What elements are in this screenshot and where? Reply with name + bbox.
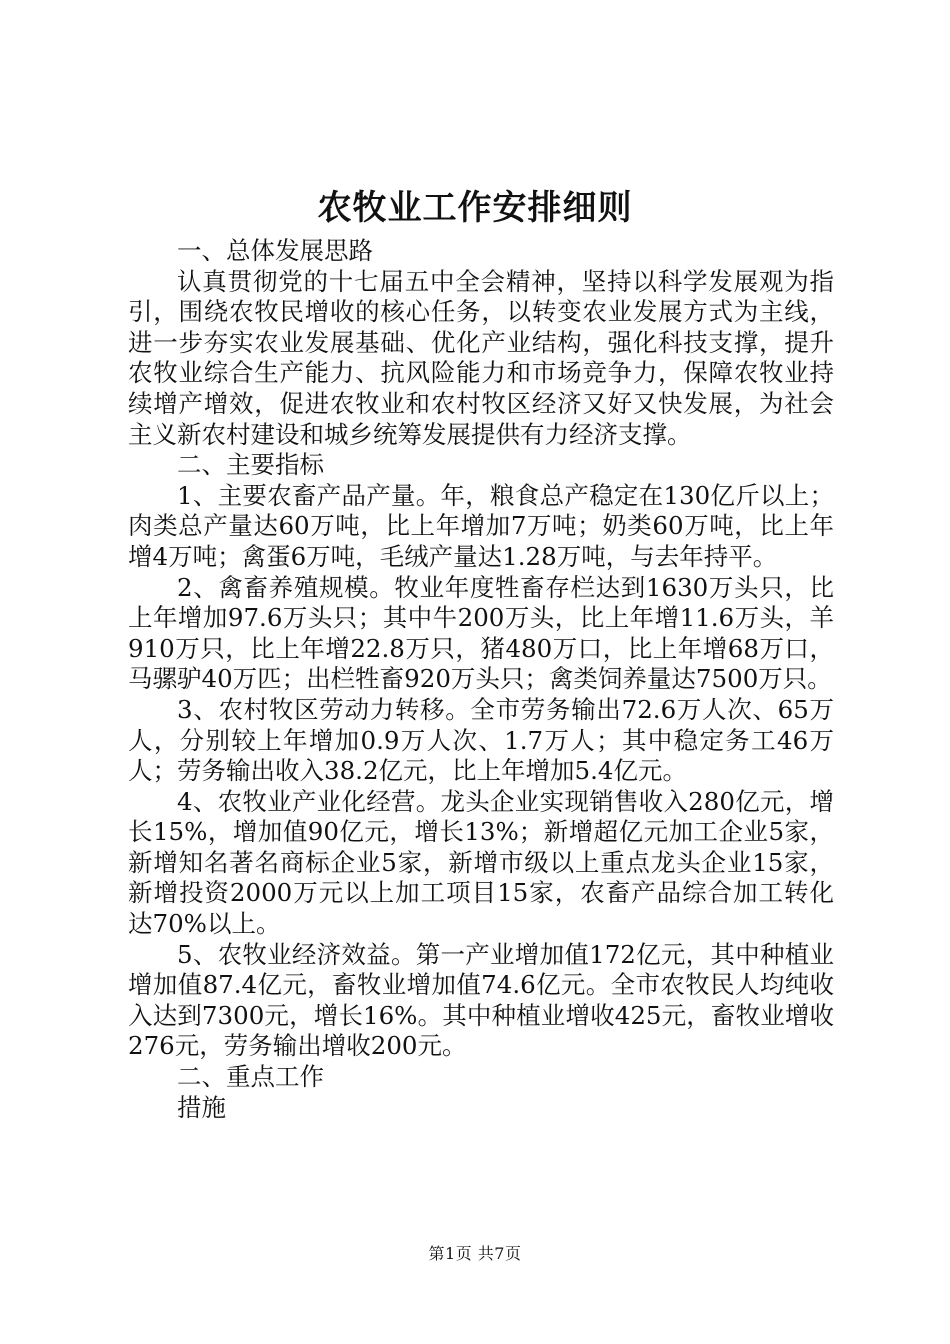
paragraph-indicator-4: 4、农牧业产业化经营。龙头企业实现销售收入280亿元，增长15%，增加值90亿元，增长13%；新增超亿元加工企业5家，新增知名著名商标企业5家，新增市级以上重点龙头企业15家，新增投资2000万元以上加工项目15家，农畜产品综合加工转化达70%以上。 bbox=[128, 786, 834, 939]
section-heading-key-work: 二、重点工作 bbox=[177, 1062, 324, 1092]
page-number: 第1页 bbox=[428, 1244, 473, 1263]
document-title: 农牧业工作安排细则 bbox=[317, 188, 633, 228]
paragraph-indicator-1: 1、主要农畜产品产量。年，粮食总产稳定在130亿斤以上；肉类总产量达60万吨，比上年增加7万吨；奶类60万吨，比上年增4万吨；禽蛋6万吨，毛绒产量达1.28万吨，与去年持平。 bbox=[128, 480, 834, 571]
page-footer bbox=[0, 1243, 950, 1265]
paragraph-measures: 措施 bbox=[177, 1092, 226, 1122]
paragraph-overall-idea: 认真贯彻党的十七届五中全会精神，坚持以科学发展观为指引，围绕农牧民增收的核心任务，以转变农业发展方式为主线，进一步夯实农业发展基础、优化产业结构，强化科技支撑，提升农牧业综合生产能力、抗风险能力和市场竞争力，保障农牧业持续增产增效，促进农牧业和农村牧区经济又好又快发展，为社会主义新农村建设和城乡统筹发展提供有力经济支撑。 bbox=[128, 266, 834, 449]
section-heading-main-indicators: 二、主要指标 bbox=[177, 450, 324, 480]
document-body bbox=[128, 236, 834, 1123]
page-total: 共7页 bbox=[477, 1244, 522, 1263]
paragraph-indicator-5: 5、农牧业经济效益。第一产业增加值172亿元，其中种植业增加值87.4亿元，畜牧业增加值74.6亿元。全市农牧民人均纯收入达到7300元，增长16%。其中种植业增收425元，畜牧业增收276元，劳务输出增收200元。 bbox=[128, 939, 834, 1061]
section-heading-overall-idea: 一、总体发展思路 bbox=[177, 236, 373, 265]
paragraph-indicator-3: 3、农村牧区劳动力转移。全市劳务输出72.6万人次、65万人，分别较上年增加0.9万人次、1.7万人；其中稳定务工46万人；劳务输出收入38.2亿元，比上年增加5.4亿元。 bbox=[128, 694, 834, 786]
paragraph-indicator-2: 2、禽畜养殖规模。牧业年度牲畜存栏达到1630万头只，比上年增加97.6万头只；其中牛200万头，比上年增11.6万头，羊910万只，比上年增22.8万只，猪480万口，比上年增68万口，马骡驴40万匹；出栏牲畜920万头只；禽类饲养量达7500万只。 bbox=[128, 572, 834, 694]
